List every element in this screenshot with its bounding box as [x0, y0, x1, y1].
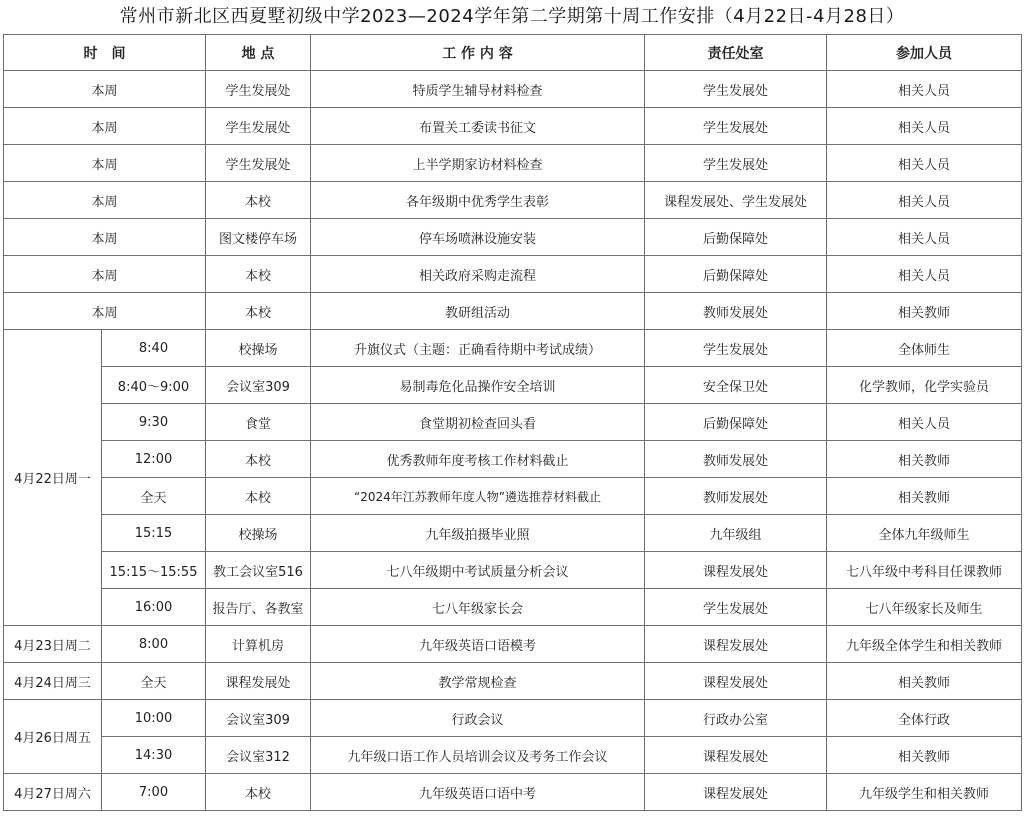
cell-content: 九年级英语口语模考 [311, 626, 645, 663]
cell-content: 教学常规检查 [311, 663, 645, 700]
cell-time: 全天 [102, 663, 206, 700]
cell-content: 升旗仪式（主题：正确看待期中考试成绩） [311, 330, 645, 367]
table-row [4, 589, 1022, 626]
cell-place: 学生发展处 [206, 108, 311, 145]
table-row [4, 626, 1022, 663]
cell-place: 课程发展处 [206, 663, 311, 700]
cell-dept: 学生发展处 [645, 71, 827, 108]
cell-place: 本校 [206, 441, 311, 478]
cell-people: 相关人员 [827, 404, 1022, 441]
table-row [4, 108, 1022, 145]
cell-content: 七八年级家长会 [311, 589, 645, 626]
cell-content: 七八年级期中考试质量分析会议 [311, 552, 645, 589]
cell-place: 教工会议室516 [206, 552, 311, 589]
cell-people: 九年级全体学生和相关教师 [827, 626, 1022, 663]
cell-place: 本校 [206, 256, 311, 293]
cell-place: 会议室309 [206, 367, 311, 404]
cell-people: 相关教师 [827, 737, 1022, 774]
cell-date-mon: 4月22日周一 [4, 330, 102, 626]
cell-place: 报告厅、各教室 [206, 589, 311, 626]
cell-content: 教研组活动 [311, 293, 645, 330]
cell-content: 九年级英语口语中考 [311, 774, 645, 811]
cell-time: 10:00 [102, 700, 206, 737]
cell-dept: 课程发展处 [645, 626, 827, 663]
schedule-table [3, 34, 1022, 811]
cell-content: 优秀教师年度考核工作材料截止 [311, 441, 645, 478]
cell-place: 图文楼停车场 [206, 219, 311, 256]
cell-people: 七八年级家长及师生 [827, 589, 1022, 626]
cell-place: 本校 [206, 293, 311, 330]
table-row [4, 441, 1022, 478]
table-row [4, 182, 1022, 219]
cell-place: 本校 [206, 478, 311, 515]
cell-content: 行政会议 [311, 700, 645, 737]
cell-dept: 后勤保障处 [645, 404, 827, 441]
cell-time: 8:40 [102, 330, 206, 367]
cell-people: 相关人员 [827, 219, 1022, 256]
cell-date-wed: 4月24日周三 [4, 663, 102, 700]
page-title: 常州市新北区西夏墅初级中学2023—2024学年第二学期第十周工作安排（4月22日-4月28日） [119, 6, 905, 27]
cell-place: 学生发展处 [206, 71, 311, 108]
cell-people: 七八年级中考科目任课教师 [827, 552, 1022, 589]
cell-date-tue: 4月23日周二 [4, 626, 102, 663]
cell-time: 本周 [4, 108, 206, 145]
cell-dept: 课程发展处 [645, 737, 827, 774]
cell-content: 食堂期初检查回头看 [311, 404, 645, 441]
cell-dept: 教师发展处 [645, 478, 827, 515]
cell-dept: 行政办公室 [645, 700, 827, 737]
table-row [4, 145, 1022, 182]
cell-content: 特质学生辅导材料检查 [311, 71, 645, 108]
cell-people: 相关人员 [827, 108, 1022, 145]
cell-time: 16:00 [102, 589, 206, 626]
cell-place: 校操场 [206, 330, 311, 367]
table-row [4, 71, 1022, 108]
cell-time: 9:30 [102, 404, 206, 441]
cell-content: 布置关工委读书征文 [311, 108, 645, 145]
cell-place: 会议室312 [206, 737, 311, 774]
cell-people: 相关教师 [827, 441, 1022, 478]
cell-time: 7:00 [102, 774, 206, 811]
header-people: 参加人员 [827, 35, 1022, 71]
cell-people: 全体九年级师生 [827, 515, 1022, 552]
header-content: 工 作 内 容 [311, 35, 645, 71]
cell-dept: 课程发展处、学生发展处 [645, 182, 827, 219]
cell-time: 8:40～9:00 [102, 367, 206, 404]
cell-dept: 九年级组 [645, 515, 827, 552]
cell-time: 14:30 [102, 737, 206, 774]
cell-time: 全天 [102, 478, 206, 515]
cell-dept: 教师发展处 [645, 441, 827, 478]
table-row [4, 700, 1022, 737]
cell-date-sat: 4月27日周六 [4, 774, 102, 811]
cell-people: 相关人员 [827, 71, 1022, 108]
cell-dept: 学生发展处 [645, 330, 827, 367]
table-row [4, 367, 1022, 404]
cell-content: 各年级期中优秀学生表彰 [311, 182, 645, 219]
cell-place: 计算机房 [206, 626, 311, 663]
cell-place: 会议室309 [206, 700, 311, 737]
table-row [4, 256, 1022, 293]
header-dept: 责任处室 [645, 35, 827, 71]
cell-people: 相关人员 [827, 145, 1022, 182]
table-row [4, 293, 1022, 330]
header-row [4, 35, 1022, 71]
cell-people: 相关人员 [827, 256, 1022, 293]
cell-people: 相关教师 [827, 478, 1022, 515]
cell-dept: 教师发展处 [645, 293, 827, 330]
table-row [4, 330, 1022, 367]
cell-content: 易制毒危化品操作安全培训 [311, 367, 645, 404]
cell-people: 相关教师 [827, 293, 1022, 330]
header-place: 地 点 [206, 35, 311, 71]
table-row [4, 478, 1022, 515]
cell-content: 上半学期家访材料检查 [311, 145, 645, 182]
cell-place: 学生发展处 [206, 145, 311, 182]
cell-time: 本周 [4, 256, 206, 293]
cell-dept: 课程发展处 [645, 663, 827, 700]
cell-time: 12:00 [102, 441, 206, 478]
table-row [4, 219, 1022, 256]
cell-time: 15:15 [102, 515, 206, 552]
cell-time: 本周 [4, 293, 206, 330]
cell-content: 相关政府采购走流程 [311, 256, 645, 293]
table-row [4, 552, 1022, 589]
cell-people: 相关教师 [827, 663, 1022, 700]
cell-place: 食堂 [206, 404, 311, 441]
cell-content: 九年级口语工作人员培训会议及考务工作会议 [311, 737, 645, 774]
cell-time: 15:15～15:55 [102, 552, 206, 589]
cell-dept: 学生发展处 [645, 108, 827, 145]
cell-time: 8:00 [102, 626, 206, 663]
cell-time: 本周 [4, 182, 206, 219]
cell-people: 相关人员 [827, 182, 1022, 219]
cell-people: 全体行政 [827, 700, 1022, 737]
cell-content: “2024年江苏教师年度人物”遴选推荐材料截止 [311, 478, 645, 515]
cell-dept: 后勤保障处 [645, 219, 827, 256]
cell-dept: 课程发展处 [645, 774, 827, 811]
cell-dept: 课程发展处 [645, 552, 827, 589]
table-row [4, 737, 1022, 774]
cell-dept: 学生发展处 [645, 145, 827, 182]
cell-time: 本周 [4, 71, 206, 108]
cell-time: 本周 [4, 219, 206, 256]
cell-date-fri: 4月26日周五 [4, 700, 102, 774]
table-row [4, 404, 1022, 441]
cell-dept: 安全保卫处 [645, 367, 827, 404]
cell-place: 本校 [206, 774, 311, 811]
cell-people: 九年级学生和相关教师 [827, 774, 1022, 811]
cell-content: 停车场喷淋设施安装 [311, 219, 645, 256]
table-row [4, 663, 1022, 700]
cell-place: 本校 [206, 182, 311, 219]
cell-people: 全体师生 [827, 330, 1022, 367]
cell-dept: 后勤保障处 [645, 256, 827, 293]
cell-dept: 学生发展处 [645, 589, 827, 626]
table-row [4, 774, 1022, 811]
table-row [4, 515, 1022, 552]
cell-content: 九年级拍摄毕业照 [311, 515, 645, 552]
cell-place: 校操场 [206, 515, 311, 552]
cell-time: 本周 [4, 145, 206, 182]
cell-people: 化学教师，化学实验员 [827, 367, 1022, 404]
header-time: 时 间 [4, 35, 206, 71]
